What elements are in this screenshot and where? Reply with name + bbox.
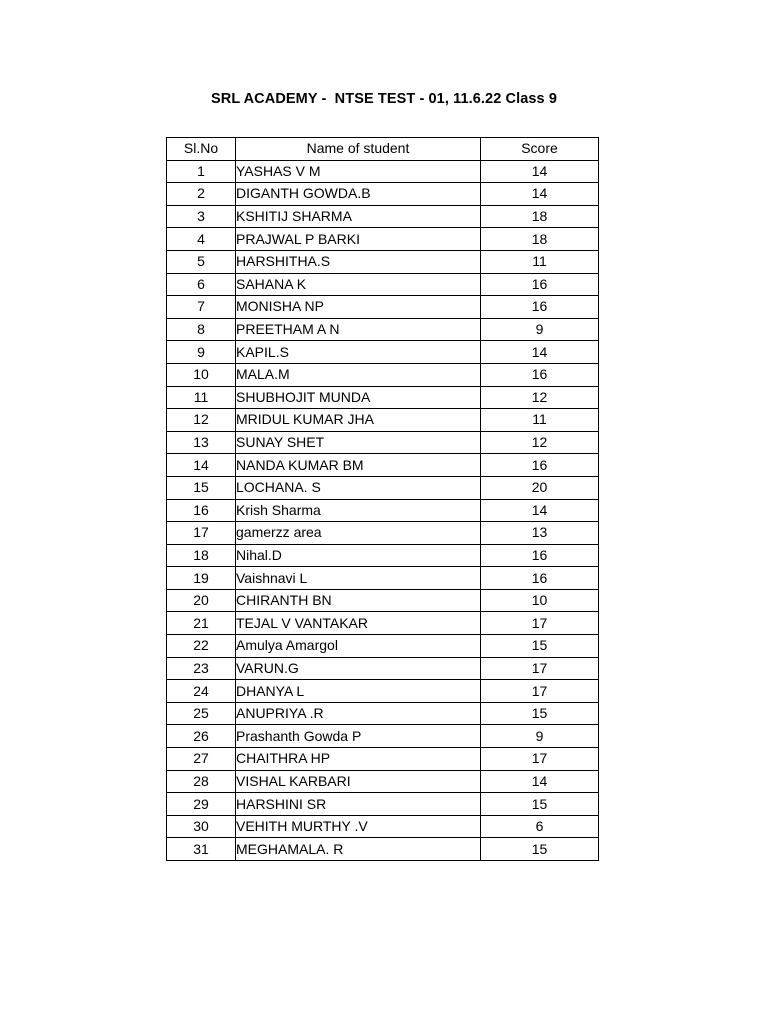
table-row: [167, 522, 599, 545]
score-cell: 17: [481, 748, 599, 771]
student-name-cell: CHAITHRA HP: [236, 748, 481, 771]
score-cell: 15: [481, 793, 599, 816]
student-name-cell: Krish Sharma: [236, 499, 481, 522]
sl-no-cell: 26: [167, 725, 236, 748]
sl-no-cell: 16: [167, 499, 236, 522]
student-name-cell: PREETHAM A N: [236, 318, 481, 341]
student-name-cell: HARSHITHA.S: [236, 250, 481, 273]
table-row: [167, 702, 599, 725]
sl-no-cell: 29: [167, 793, 236, 816]
student-name-cell: MEGHAMALA. R: [236, 838, 481, 861]
student-name-cell: VEHITH MURTHY .V: [236, 815, 481, 838]
student-name-cell: DIGANTH GOWDA.B: [236, 183, 481, 206]
table-row: [167, 250, 599, 273]
score-cell: 14: [481, 499, 599, 522]
table-row: [167, 589, 599, 612]
sl-no-cell: 24: [167, 680, 236, 703]
sl-no-cell: 20: [167, 589, 236, 612]
student-name-cell: SHUBHOJIT MUNDA: [236, 386, 481, 409]
score-cell: 16: [481, 454, 599, 477]
table-row: [167, 431, 599, 454]
table-row: [167, 160, 599, 183]
student-name-cell: VISHAL KARBARI: [236, 770, 481, 793]
table-row: [167, 635, 599, 658]
sl-no-cell: 9: [167, 341, 236, 364]
sl-no-cell: 28: [167, 770, 236, 793]
table-row: [167, 318, 599, 341]
table-row: [167, 748, 599, 771]
score-cell: 20: [481, 476, 599, 499]
student-name-cell: KAPIL.S: [236, 341, 481, 364]
student-name-cell: Prashanth Gowda P: [236, 725, 481, 748]
sl-no-cell: 19: [167, 567, 236, 590]
student-name-cell: gamerzz area: [236, 522, 481, 545]
sl-no-cell: 12: [167, 409, 236, 432]
table-row: [167, 680, 599, 703]
student-name-cell: VARUN.G: [236, 657, 481, 680]
sl-no-cell: 23: [167, 657, 236, 680]
student-name-cell: Amulya Amargol: [236, 635, 481, 658]
sl-no-cell: 6: [167, 273, 236, 296]
score-table: [166, 137, 599, 861]
student-name-cell: LOCHANA. S: [236, 476, 481, 499]
table-row: [167, 296, 599, 319]
score-cell: 17: [481, 657, 599, 680]
student-name-cell: SAHANA K: [236, 273, 481, 296]
score-cell: 9: [481, 318, 599, 341]
table-row: [167, 409, 599, 432]
sl-no-cell: 3: [167, 205, 236, 228]
score-cell: 14: [481, 160, 599, 183]
column-header-score: Score: [481, 138, 599, 161]
sl-no-cell: 14: [167, 454, 236, 477]
table-body: [167, 160, 599, 860]
student-name-cell: MONISHA NP: [236, 296, 481, 319]
score-cell: 14: [481, 341, 599, 364]
table-row: [167, 205, 599, 228]
table-row: [167, 499, 599, 522]
score-cell: 14: [481, 183, 599, 206]
score-cell: 12: [481, 386, 599, 409]
sl-no-cell: 22: [167, 635, 236, 658]
student-name-cell: Vaishnavi L: [236, 567, 481, 590]
table-row: [167, 454, 599, 477]
score-cell: 16: [481, 544, 599, 567]
table-row: [167, 228, 599, 251]
score-cell: 17: [481, 680, 599, 703]
sl-no-cell: 27: [167, 748, 236, 771]
score-cell: 9: [481, 725, 599, 748]
score-cell: 15: [481, 702, 599, 725]
sl-no-cell: 4: [167, 228, 236, 251]
score-cell: 11: [481, 409, 599, 432]
sl-no-cell: 13: [167, 431, 236, 454]
table-row: [167, 838, 599, 861]
student-name-cell: Nihal.D: [236, 544, 481, 567]
score-cell: 16: [481, 273, 599, 296]
sl-no-cell: 30: [167, 815, 236, 838]
student-name-cell: YASHAS V M: [236, 160, 481, 183]
score-cell: 18: [481, 228, 599, 251]
sl-no-cell: 2: [167, 183, 236, 206]
page-title: SRL ACADEMY - NTSE TEST - 01, 11.6.22 Class 9: [210, 91, 557, 107]
student-name-cell: NANDA KUMAR BM: [236, 454, 481, 477]
score-cell: 16: [481, 296, 599, 319]
sl-no-cell: 10: [167, 363, 236, 386]
score-cell: 18: [481, 205, 599, 228]
table-row: [167, 341, 599, 364]
sl-no-cell: 18: [167, 544, 236, 567]
sl-no-cell: 1: [167, 160, 236, 183]
score-cell: 6: [481, 815, 599, 838]
student-name-cell: TEJAL V VANTAKAR: [236, 612, 481, 635]
score-cell: 16: [481, 567, 599, 590]
sl-no-cell: 31: [167, 838, 236, 861]
table-row: [167, 725, 599, 748]
student-name-cell: CHIRANTH BN: [236, 589, 481, 612]
student-name-cell: DHANYA L: [236, 680, 481, 703]
student-name-cell: ANUPRIYA .R: [236, 702, 481, 725]
table-row: [167, 183, 599, 206]
sl-no-cell: 17: [167, 522, 236, 545]
student-name-cell: MRIDUL KUMAR JHA: [236, 409, 481, 432]
score-cell: 16: [481, 363, 599, 386]
student-name-cell: MALA.M: [236, 363, 481, 386]
student-name-cell: SUNAY SHET: [236, 431, 481, 454]
sl-no-cell: 15: [167, 476, 236, 499]
score-cell: 15: [481, 838, 599, 861]
table-header-row: [167, 138, 599, 161]
table-row: [167, 567, 599, 590]
column-header-name-of-student: Name of student: [236, 138, 481, 161]
table-row: [167, 273, 599, 296]
sl-no-cell: 21: [167, 612, 236, 635]
student-name-cell: HARSHINI SR: [236, 793, 481, 816]
sl-no-cell: 8: [167, 318, 236, 341]
sl-no-cell: 7: [167, 296, 236, 319]
table-row: [167, 612, 599, 635]
score-cell: 12: [481, 431, 599, 454]
sl-no-cell: 5: [167, 250, 236, 273]
table-row: [167, 657, 599, 680]
score-cell: 10: [481, 589, 599, 612]
score-cell: 11: [481, 250, 599, 273]
table-row: [167, 476, 599, 499]
sl-no-cell: 25: [167, 702, 236, 725]
column-header-sl-no: Sl.No: [167, 138, 236, 161]
table-row: [167, 363, 599, 386]
score-cell: 14: [481, 770, 599, 793]
student-name-cell: KSHITIJ SHARMA: [236, 205, 481, 228]
table-row: [167, 815, 599, 838]
score-cell: 15: [481, 635, 599, 658]
table-row: [167, 544, 599, 567]
score-cell: 17: [481, 612, 599, 635]
table-row: [167, 793, 599, 816]
table-row: [167, 386, 599, 409]
table-row: [167, 770, 599, 793]
score-cell: 13: [481, 522, 599, 545]
sl-no-cell: 11: [167, 386, 236, 409]
student-name-cell: PRAJWAL P BARKI: [236, 228, 481, 251]
